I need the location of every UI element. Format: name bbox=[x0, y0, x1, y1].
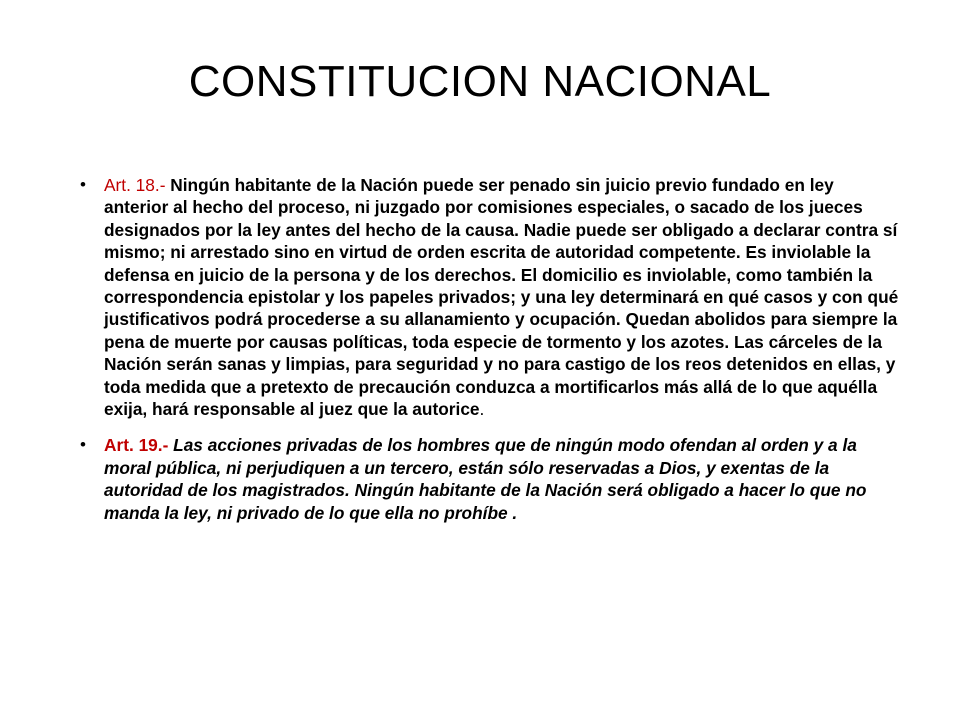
bullet-icon: • bbox=[80, 175, 86, 194]
bullet-icon: • bbox=[80, 435, 86, 455]
article-18-item bbox=[80, 174, 902, 420]
article-18-text: Ningún habitante de la Nación puede ser penado sin juicio previo fundado en ley anterior al hecho del proceso, ni juzgado por comisiones especiales, o sacado de los jueces designados por la ley antes del hecho de la causa. Nadie puede ser obligado a declarar contra sí mismo; ni arrestado sino en virtud de orden escrita de autoridad competente. Es inviolable la defensa en juicio de la persona y de los derechos. El domicilio es inviolable, como también la correspondencia epistolar y los papeles privados; y una ley determinará en qué casos y con qué justificativos podrá procederse a su allanamiento y ocupación. Quedan abolidos para siempre la pena de muerte por causas políticas, toda especie de tormento y los azotes. Las cárceles de la Nación serán sanas y limpias, para seguridad y no para castigo de los reos detenidos en ellas, y toda medida que a pretexto de precaución conduzca a mortificarlos más allá de lo que aquélla exija, hará responsable al juez que la autorice bbox=[104, 175, 899, 420]
article-19-label: Art. 19.- bbox=[104, 435, 169, 456]
slide-title: CONSTITUCION NACIONAL bbox=[188, 57, 772, 106]
article-19-text: Las acciones privadas de los hombres que de ningún modo ofendan al orden y a la moral pública, ni perjudiquen a un tercero, están sólo reservadas a Dios, y exentas de la autoridad de los magistrados. Ningún habitante de la Nación será obligado a hacer lo que no manda la ley, ni privado de lo que ella no prohíbe . bbox=[104, 435, 867, 523]
slide-content bbox=[80, 174, 902, 538]
article-19-item bbox=[80, 434, 902, 524]
article-18-tail: . bbox=[479, 399, 485, 420]
article-18-label: Art. 18.- bbox=[104, 175, 166, 195]
